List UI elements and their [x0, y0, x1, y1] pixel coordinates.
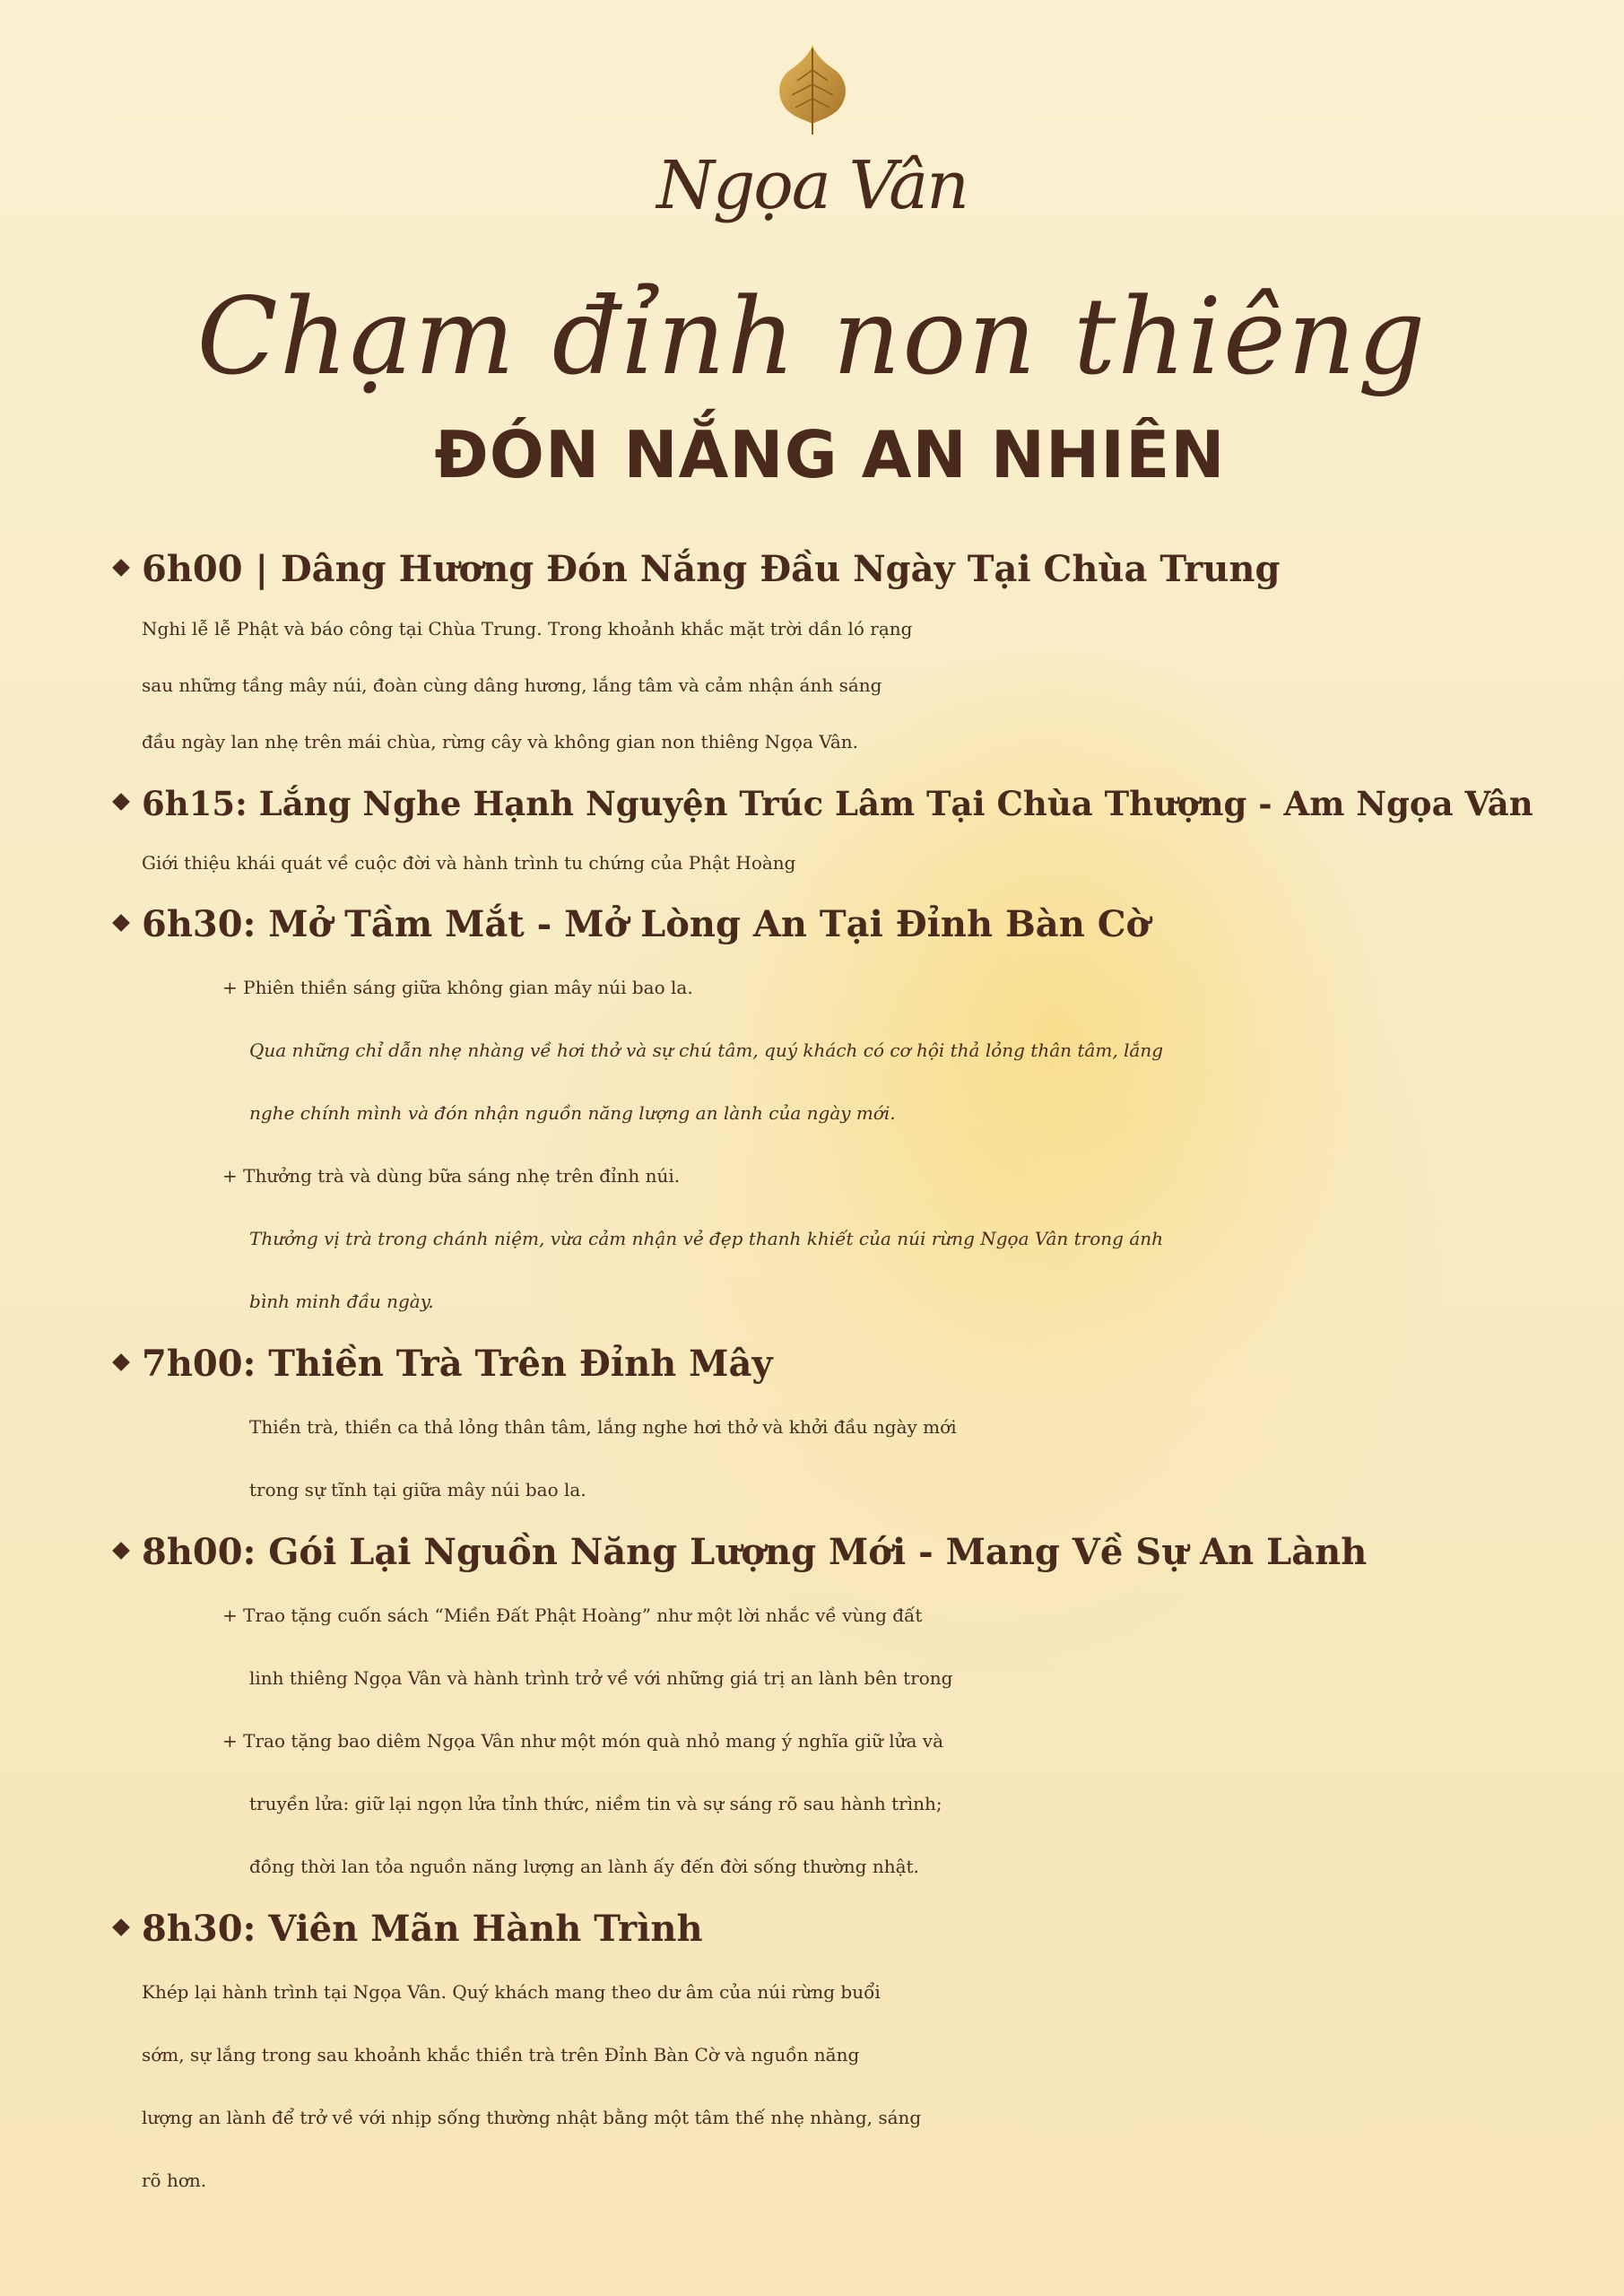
program-item-heading-row [115, 1521, 1541, 1584]
program-item-heading: 6h15: Lắng Nghe Hạnh Nguyện Trúc Lâm Tại Chùa Thượng - Am Ngọa Vân [142, 784, 1533, 823]
program-item-desc [115, 601, 1541, 770]
program-item-heading: 6h00 | Dâng Hương Đón Nắng Đầu Ngày Tại Chùa Trung [142, 548, 1281, 590]
desc-line: đầu ngày lan nhẹ trên mái chùa, rừng cây và không gian non thiêng Ngọa Vân. [142, 731, 859, 752]
sub-item: + Phiên thiền sáng giữa không gian mây núi bao la. [222, 977, 693, 998]
sub-list [115, 1584, 1541, 1898]
program-item-heading-row [115, 1898, 1541, 1961]
program-item-desc [115, 1961, 1541, 2212]
program-item-heading: 8h00: Gói Lại Nguồn Năng Lượng Mới - Mang Về Sự An Lành [142, 1531, 1368, 1573]
program-item [115, 1898, 1541, 2212]
program-item [115, 1521, 1541, 1898]
desc-line: Thiền trà, thiền ca thả lỏng thân tâm, lắng nghe hơi thở và khởi đầu ngày mới [249, 1416, 957, 1438]
program-item-desc [115, 835, 1541, 891]
program-item-heading: 7h00: Thiền Trà Trên Đỉnh Mây [142, 1343, 773, 1385]
desc-line: rõ hơn. [142, 2170, 207, 2191]
desc-line: Giới thiệu khái quát về cuộc đời và hành trình tu chứng của Phật Hoàng [142, 852, 796, 874]
program-item [115, 893, 1541, 1333]
desc-line: trong sự tĩnh tại giữa mây núi bao la. [249, 1479, 586, 1500]
desc-line: Khép lại hành trình tại Ngọa Vân. Quý khách mang theo dư âm của núi rừng buổi [142, 1981, 881, 2003]
program-item-heading-row [115, 772, 1541, 835]
sub-note-line: Thưởng vị trà trong chánh niệm, vừa cảm nhận vẻ đẹp thanh khiết của núi rừng Ngọa Vân trong ánh [249, 1228, 1164, 1249]
program-item-heading: 8h30: Viên Mãn Hành Trình [142, 1908, 703, 1950]
diamond-bullet-icon [112, 914, 130, 932]
diamond-bullet-icon [112, 1542, 130, 1560]
sub-item: + Trao tặng cuốn sách “Miền Đất Phật Hoàng” như một lời nhắc về vùng đất [222, 1605, 923, 1626]
sub-cont-line: truyền lửa: giữ lại ngọn lửa tỉnh thức, niềm tin và sự sáng rõ sau hành trình; [249, 1793, 942, 1814]
diamond-bullet-icon [112, 1353, 130, 1371]
bodhi-leaf-icon [774, 43, 851, 136]
sub-note-line: Qua những chỉ dẫn nhẹ nhàng về hơi thở và sự chú tâm, quý khách có cơ hội thả lỏng thân tâm, lắng [249, 1039, 1164, 1061]
diamond-bullet-icon [112, 793, 130, 811]
desc-line: lượng an lành để trở về với nhịp sống thường nhật bằng một tâm thế nhẹ nhàng, sáng [142, 2107, 922, 2128]
program-item [115, 1333, 1541, 1521]
sub-cont-line: đồng thời lan tỏa nguồn năng lượng an lành ấy đến đời sống thường nhật. [249, 1856, 919, 1877]
logo [0, 43, 1624, 258]
sub-list [115, 956, 1541, 1333]
diamond-bullet-icon [112, 559, 130, 577]
desc-line: sau những tầng mây núi, đoàn cùng dâng hương, lắng tâm và cảm nhận ánh sáng [142, 674, 882, 696]
sub-title: ĐÓN NẮNG AN NHIÊN [434, 417, 1226, 492]
script-title: Chạm đỉnh non thiêng [196, 274, 1428, 398]
sub-note-line: bình minh đầu ngày. [249, 1291, 434, 1312]
diamond-bullet-icon [112, 1918, 130, 1936]
desc-line: Nghi lễ lễ Phật và báo công tại Chùa Trung. Trong khoảnh khắc mặt trời dần ló rạng [142, 618, 913, 639]
program-item-heading: 6h30: Mở Tầm Mắt - Mở Lòng An Tại Đỉnh Bàn Cờ [142, 903, 1151, 945]
desc-line: sớm, sự lắng trong sau khoảnh khắc thiền trà trên Đỉnh Bàn Cờ và nguồn năng [142, 2044, 860, 2066]
program-item-heading-row [115, 893, 1541, 956]
sub-item: + Trao tặng bao diêm Ngọa Vân như một món quà nhỏ mang ý nghĩa giữ lửa và [222, 1730, 944, 1752]
program-item-heading-row [115, 1333, 1541, 1396]
program-item [115, 538, 1541, 770]
program-item [115, 772, 1541, 891]
brand-name: Ngọa Vân [656, 147, 968, 224]
sub-cont-line: linh thiêng Ngọa Vân và hành trình trở về với những giá trị an lành bên trong [249, 1667, 953, 1689]
program [115, 538, 1541, 2212]
program-item-heading-row [115, 538, 1541, 601]
sub-note-line: nghe chính mình và đón nhận nguồn năng lượng an lành của ngày mới. [249, 1102, 896, 1124]
sub-item: + Thưởng trà và dùng bữa sáng nhẹ trên đỉnh núi. [222, 1165, 681, 1187]
